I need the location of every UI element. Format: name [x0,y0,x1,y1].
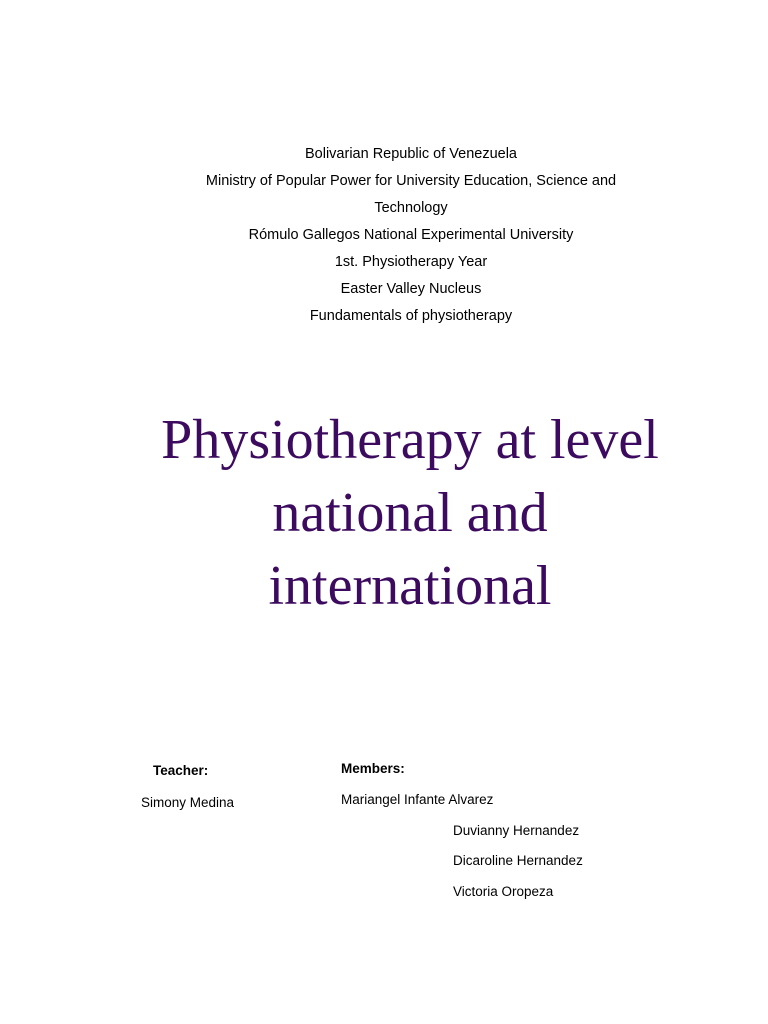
header-line-nucleus: Easter Valley Nucleus [340,281,482,297]
institution-header [190,141,632,330]
header-line-subject: Fundamentals of physiotherapy [309,308,513,324]
member-name: Duvianny Hernandez [453,823,580,838]
header-line-year: 1st. Physiotherapy Year [334,254,488,270]
member-name: Mariangel Infante Alvarez [341,792,494,807]
teacher-label: Teacher: [153,763,209,778]
title-line-2: national and [272,482,548,544]
header-line-ministry: Ministry of Popular Power for University Education, Science and [205,173,617,189]
member-name: Victoria Oropeza [453,884,554,899]
member-name: Dicaroline Hernandez [453,853,583,868]
header-line-country: Bolivarian Republic of Venezuela [305,146,517,162]
header-line-university: Rómulo Gallegos National Experimental University [248,227,574,243]
title-line-1: Physiotherapy at level [161,409,659,471]
teacher-name: Simony Medina [141,795,235,810]
header-line-ministry-cont: Technology [374,200,448,216]
members-label: Members: [341,761,405,776]
document-title [110,404,710,623]
title-line-3: international [268,555,552,617]
